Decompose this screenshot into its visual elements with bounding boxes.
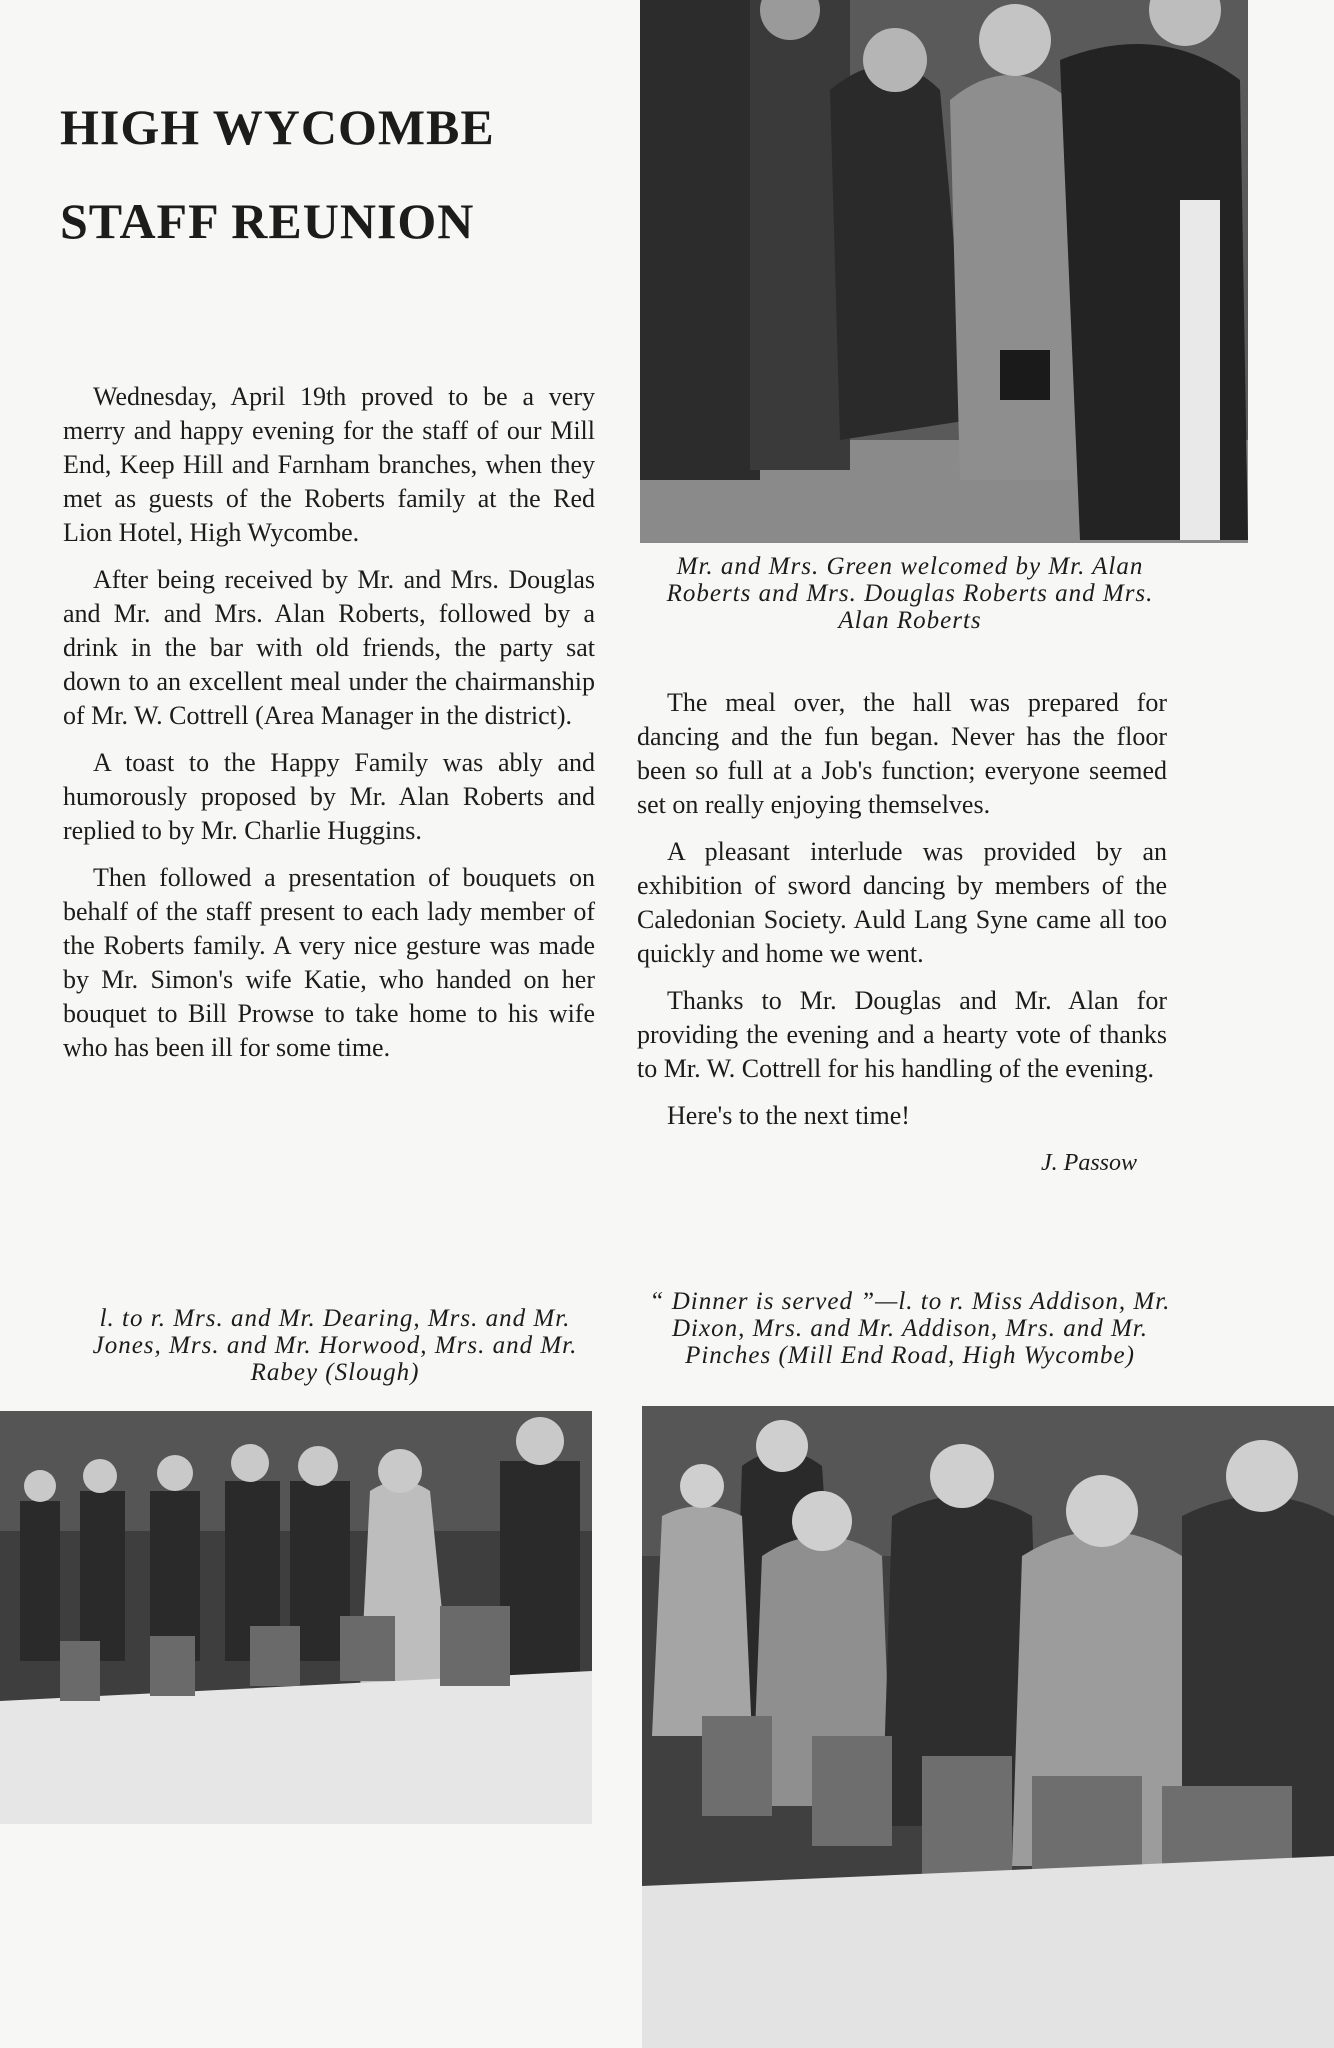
reception-photo: [640, 0, 1248, 543]
right-column: [637, 686, 1167, 1180]
bottom-left-photo-caption: l. to r. Mrs. and Mr. Dearing, Mrs. and Mr. Jones, Mrs. and Mr. Horwood, Mrs. and Mr. Rabey (Slough): [92, 1305, 578, 1386]
dinner-guests-photo-left: [0, 1411, 592, 1824]
article-title: [60, 80, 580, 268]
paragraph: Wednesday, April 19th proved to be a very merry and happy evening for the staff of our Mill End, Keep Hill and Farnham branches, when they met as guests of the Roberts family at the Red Lion Hotel, High Wycombe.: [63, 382, 595, 547]
paragraph: Thanks to Mr. Douglas and Mr. Alan for providing the evening and a hearty vote of thanks to Mr. W. Cottrell for his handling of the evening.: [637, 986, 1167, 1083]
top-photo-caption: Mr. and Mrs. Green welcomed by Mr. Alan Roberts and Mrs. Douglas Roberts and Mrs. Alan Roberts: [666, 553, 1154, 634]
dinner-guests-photo-right: [642, 1406, 1334, 2048]
paragraph: Here's to the next time!: [667, 1101, 910, 1130]
paragraph: A toast to the Happy Family was ably and humorously proposed by Mr. Alan Roberts and replied to by Mr. Charlie Huggins.: [63, 748, 595, 845]
left-column: [63, 380, 595, 1078]
paragraph: A pleasant interlude was provided by an exhibition of sword dancing by members of the Caledonian Society. Auld Lang Syne came all too quickly and home we went.: [637, 837, 1167, 968]
bottom-right-photo-caption: “ Dinner is served ”—l. to r. Miss Addison, Mr. Dixon, Mrs. and Mr. Addison, Mrs. and Mr. Pinches (Mill End Road, High Wycombe): [649, 1288, 1171, 1369]
title-line-1: HIGH WYCOMBE: [60, 99, 495, 155]
paragraph: The meal over, the hall was prepared for dancing and the fun began. Never has the floor been so full at a Job's function; everyone seemed set on really enjoying themselves.: [637, 688, 1167, 819]
author-signature: J. Passow: [1041, 1150, 1137, 1176]
paragraph: Then followed a presentation of bouquets on behalf of the staff present to each lady member of the Roberts family. A very nice gesture was made by Mr. Simon's wife Katie, who handed on her bouquet to Bill Prowse to take home to his wife who has been ill for some time.: [63, 863, 595, 1062]
paragraph: After being received by Mr. and Mrs. Douglas and Mr. and Mrs. Alan Roberts, followed by a drink in the bar with old friends, the party sat down to an excellent meal under the chairmanship of Mr. W. Cottrell (Area Manager in the district).: [63, 565, 595, 730]
title-line-2: STAFF REUNION: [60, 193, 475, 249]
